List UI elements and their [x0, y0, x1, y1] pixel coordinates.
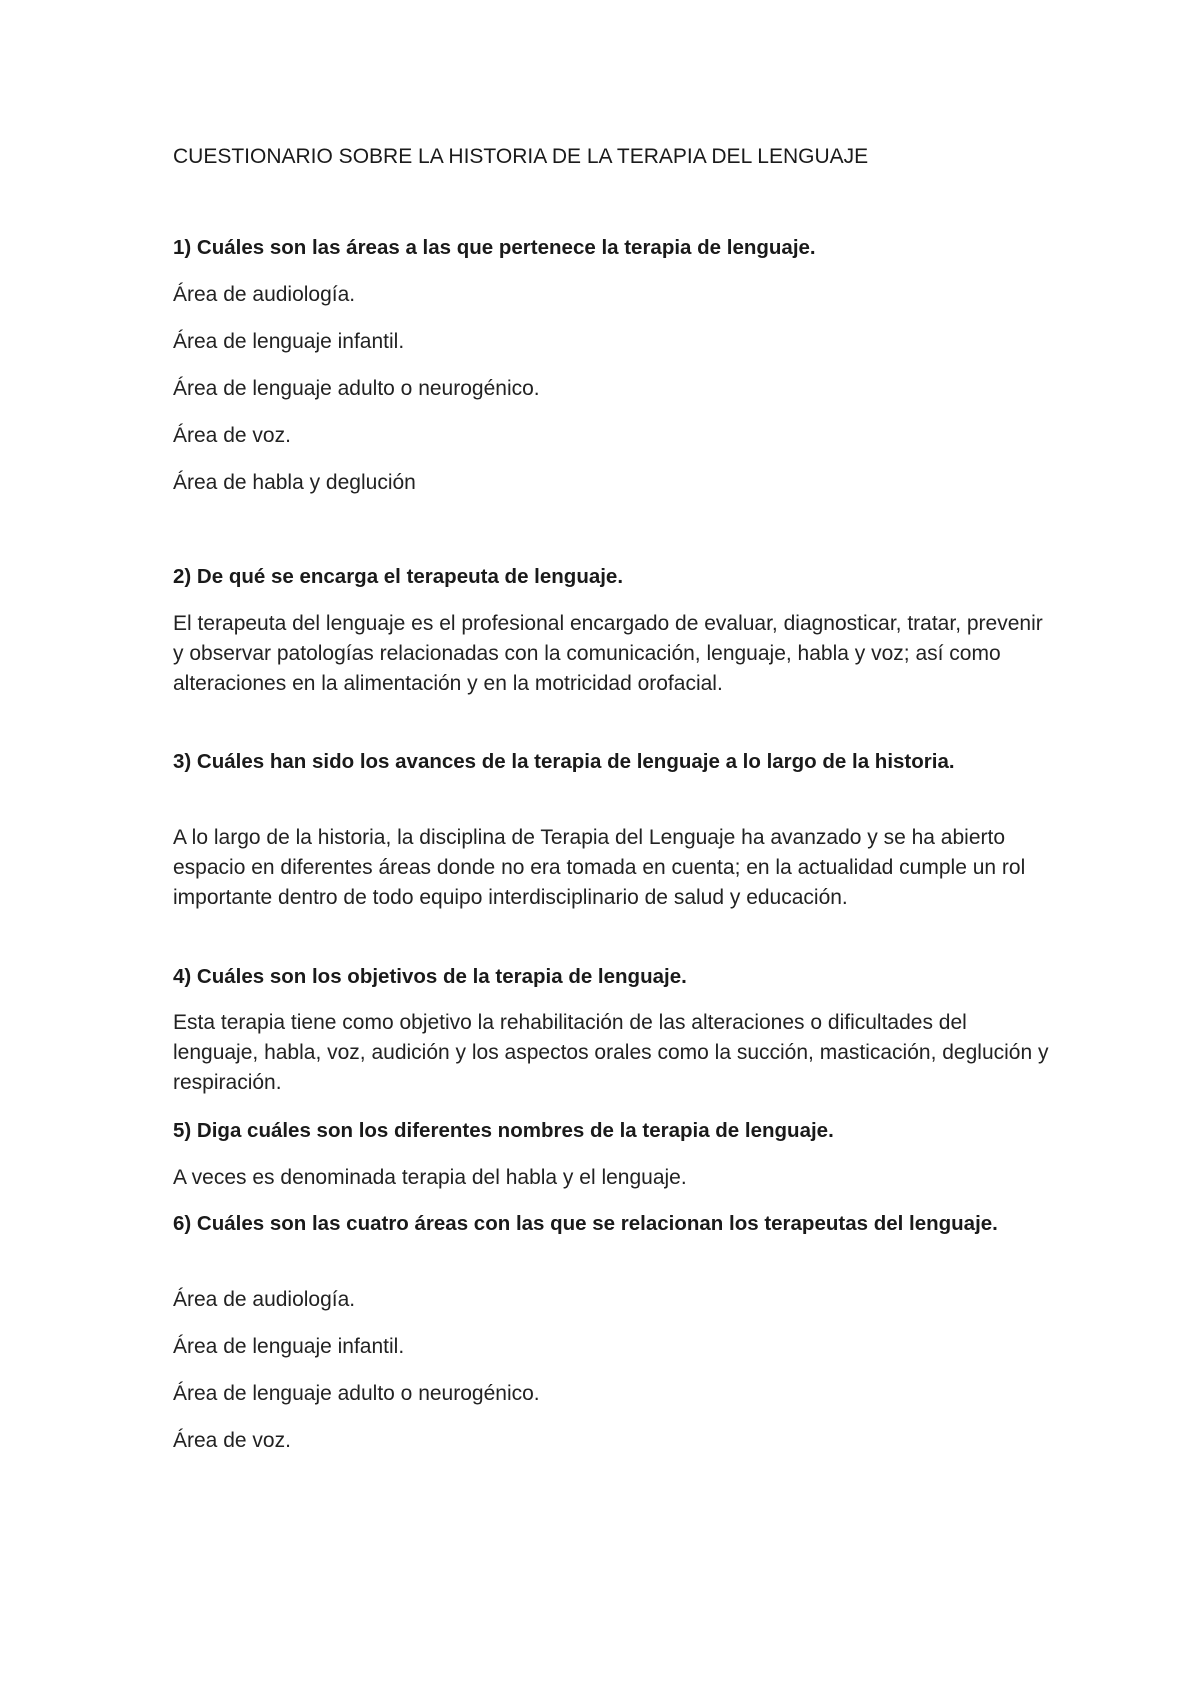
answer-6-2: Área de lenguaje infantil.: [173, 1335, 405, 1358]
answer-1-5: Área de habla y deglución: [173, 471, 416, 494]
question-4: 4) Cuáles son los objetivos de la terapia de lenguaje.: [173, 965, 687, 988]
answer-1-4: Área de voz.: [173, 424, 291, 447]
question-5: 5) Diga cuáles son los diferentes nombres de la terapia de lenguaje.: [173, 1119, 834, 1142]
question-1: 1) Cuáles son las áreas a las que pertenece la terapia de lenguaje.: [173, 236, 816, 259]
answer-5: A veces es denominada terapia del habla y el lenguaje.: [173, 1166, 687, 1189]
answer-1-2: Área de lenguaje infantil.: [173, 330, 405, 353]
answer-6-4: Área de voz.: [173, 1429, 291, 1452]
answer-1-3: Área de lenguaje adulto o neurogénico.: [173, 377, 540, 400]
answer-3: A lo largo de la historia, la disciplina de Terapia del Lenguaje ha avanzado y se ha abierto espacio en diferentes áreas donde no era tomada en cuenta; en la actualidad cumple un rol importante dentro de todo equipo interdisciplinario de salud y educación.: [173, 826, 1026, 909]
question-2: 2) De qué se encarga el terapeuta de lenguaje.: [173, 565, 624, 588]
answer-2: El terapeuta del lenguaje es el profesional encargado de evaluar, diagnosticar, tratar, prevenir y observar patologías relacionadas con la comunicación, lenguaje, habla y voz; así como alteraciones en la alimentación y en la motricidad orofacial.: [173, 612, 1043, 695]
answer-4: Esta terapia tiene como objetivo la rehabilitación de las alteraciones o dificultades del lenguaje, habla, voz, audición y los aspectos orales como la succión, masticación, deglución y respiración.: [173, 1011, 1049, 1094]
question-3: 3) Cuáles han sido los avances de la terapia de lenguaje a lo largo de la historia.: [173, 750, 955, 773]
question-6: 6) Cuáles son las cuatro áreas con las que se relacionan los terapeutas del lenguaje.: [173, 1212, 998, 1235]
answer-6-3: Área de lenguaje adulto o neurogénico.: [173, 1382, 540, 1405]
answer-1-1: Área de audiología.: [173, 283, 356, 306]
document-title: CUESTIONARIO SOBRE LA HISTORIA DE LA TERAPIA DEL LENGUAJE: [173, 145, 869, 168]
answer-6-1: Área de audiología.: [173, 1288, 356, 1311]
